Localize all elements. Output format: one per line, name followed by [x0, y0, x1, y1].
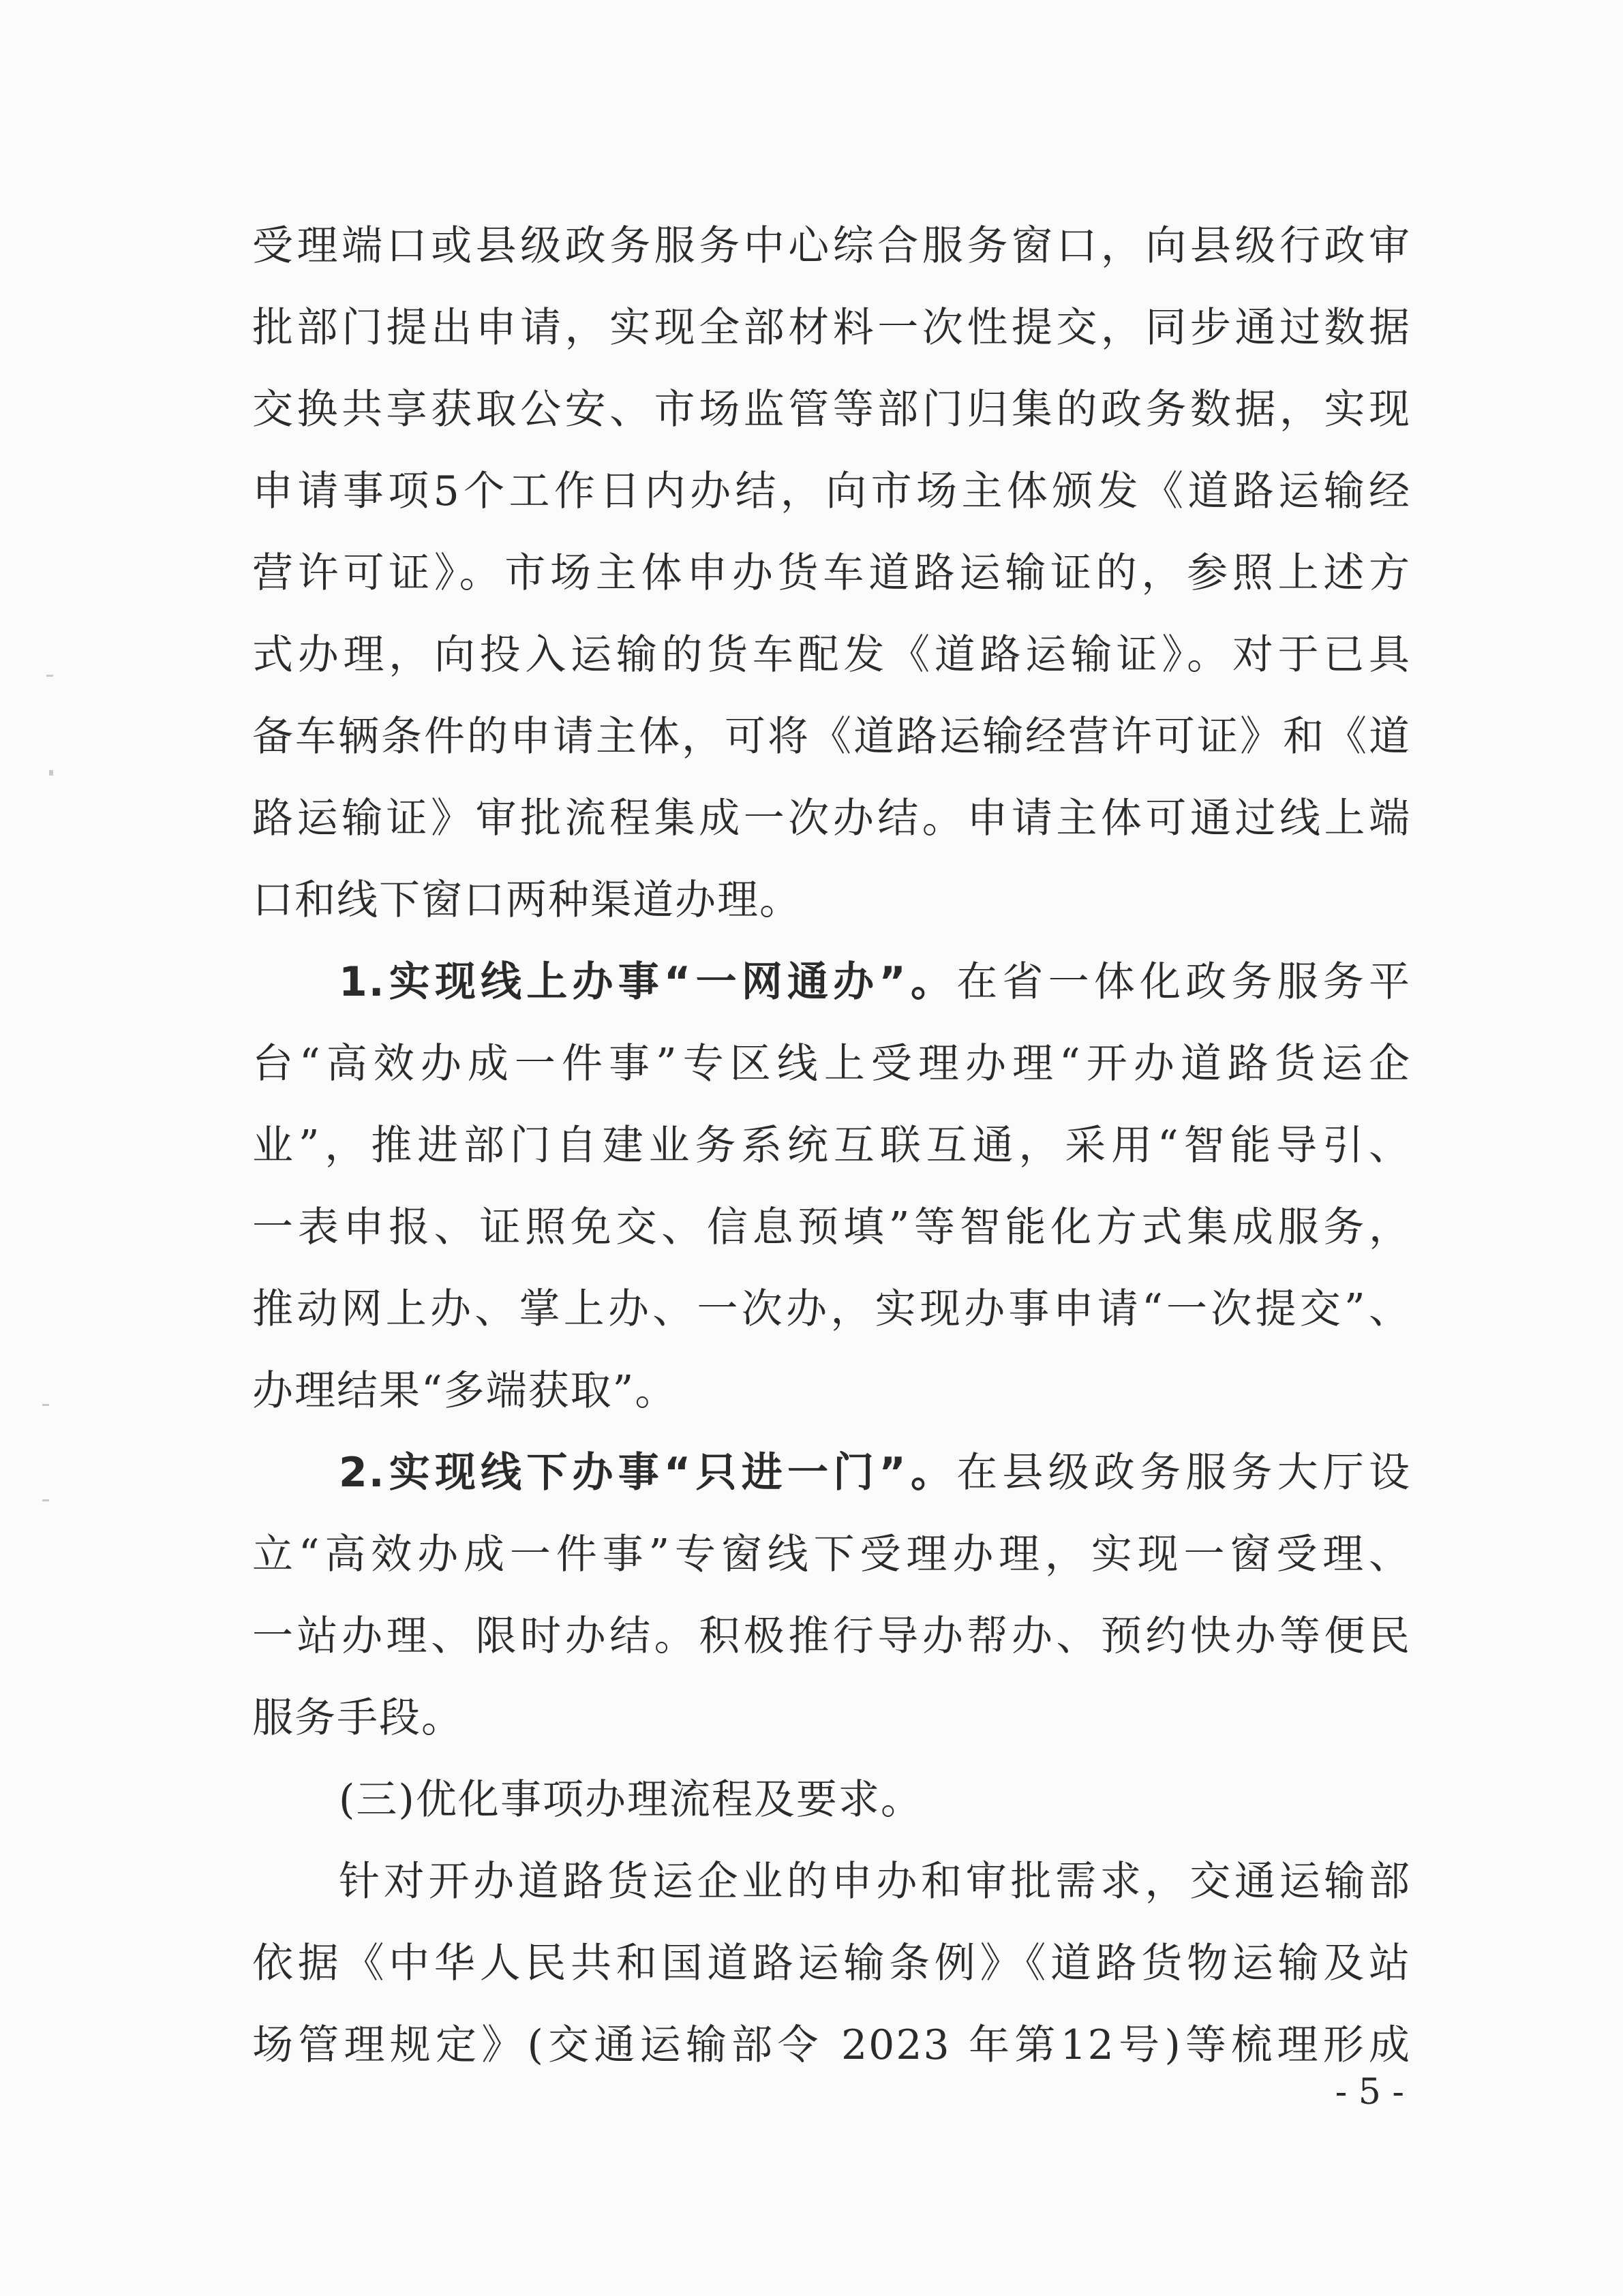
page-number: - 5 - [1335, 2072, 1404, 2113]
paragraph-line: 业”，推进部门自建业务系统互联互通，采用“智能导引、 [252, 1122, 1411, 1169]
paragraph-line: 批部门提出申请，实现全部材料一次性提交，同步通过数据 [252, 304, 1411, 352]
paragraph-line: 一站办理、限时办结。积极推行导办帮办、预约快办等便民 [252, 1612, 1411, 1660]
paragraph-line: 路运输证》审批流程集成一次办结。申请主体可通过线上端 [252, 795, 1411, 842]
paragraph-line: 服务手段。 [252, 1694, 464, 1742]
paragraph-line: 立“高效办成一件事”专窗线下受理办理，实现一窗受理、 [252, 1531, 1411, 1578]
paragraph-line: 申请事项5个工作日内办结，向市场主体颁发《道路运输经 [252, 468, 1411, 515]
paragraph-line: 针对开办道路货运企业的申办和审批需求，交通运输部 [339, 1858, 1411, 1905]
item2-heading: 2.实现线下办事“只进一门”。 [339, 1449, 957, 1497]
paragraph-line: 办理结果“多端获取”。 [252, 1367, 678, 1415]
paragraph-line: 式办理，向投入运输的货车配发《道路运输证》。对于已具 [252, 631, 1411, 679]
paragraph-line: 台“高效办成一件事”专区线上受理办理“开办道路货运企 [252, 1040, 1411, 1088]
item1-first-rest: 在省一体化政务服务平 [956, 958, 1411, 1006]
paragraph-line: 交换共享获取公安、市场监管等部门归集的政务数据，实现 [252, 386, 1411, 433]
item1-heading: 1.实现线上办事“一网通办”。 [339, 958, 957, 1006]
paragraph-line: 营许可证》。市场主体申办货车道路运输证的，参照上述方 [252, 549, 1411, 597]
scan-mark [49, 770, 53, 776]
item2-first-rest: 在县级政务服务大厅设 [956, 1449, 1411, 1497]
paragraph-line: 依据《中华人民共和国道路运输条例》《道路货物运输及站 [252, 1940, 1411, 1987]
paragraph-line: 场管理规定》(交通运输部令 2023 年第12号)等梳理形成 [252, 2021, 1411, 2069]
paragraph-line: 推动网上办、掌上办、一次办，实现办事申请“一次提交”、 [252, 1285, 1411, 1333]
scan-mark [46, 675, 53, 677]
section3-heading: (三)优化事项办理流程及要求。 [339, 1776, 923, 1824]
paragraph-line: 口和线下窗口两种渠道办理。 [252, 876, 802, 924]
scan-mark [42, 1499, 49, 1501]
scan-mark [42, 1404, 49, 1406]
paragraph-line: 备车辆条件的申请主体，可将《道路运输经营许可证》和《道 [252, 713, 1411, 761]
paragraph-line: 受理端口或县级政务服务中心综合服务窗口，向县级行政审 [252, 222, 1411, 270]
paragraph-line: 一表申报、证照免交、信息预填”等智能化方式集成服务， [252, 1204, 1411, 1251]
